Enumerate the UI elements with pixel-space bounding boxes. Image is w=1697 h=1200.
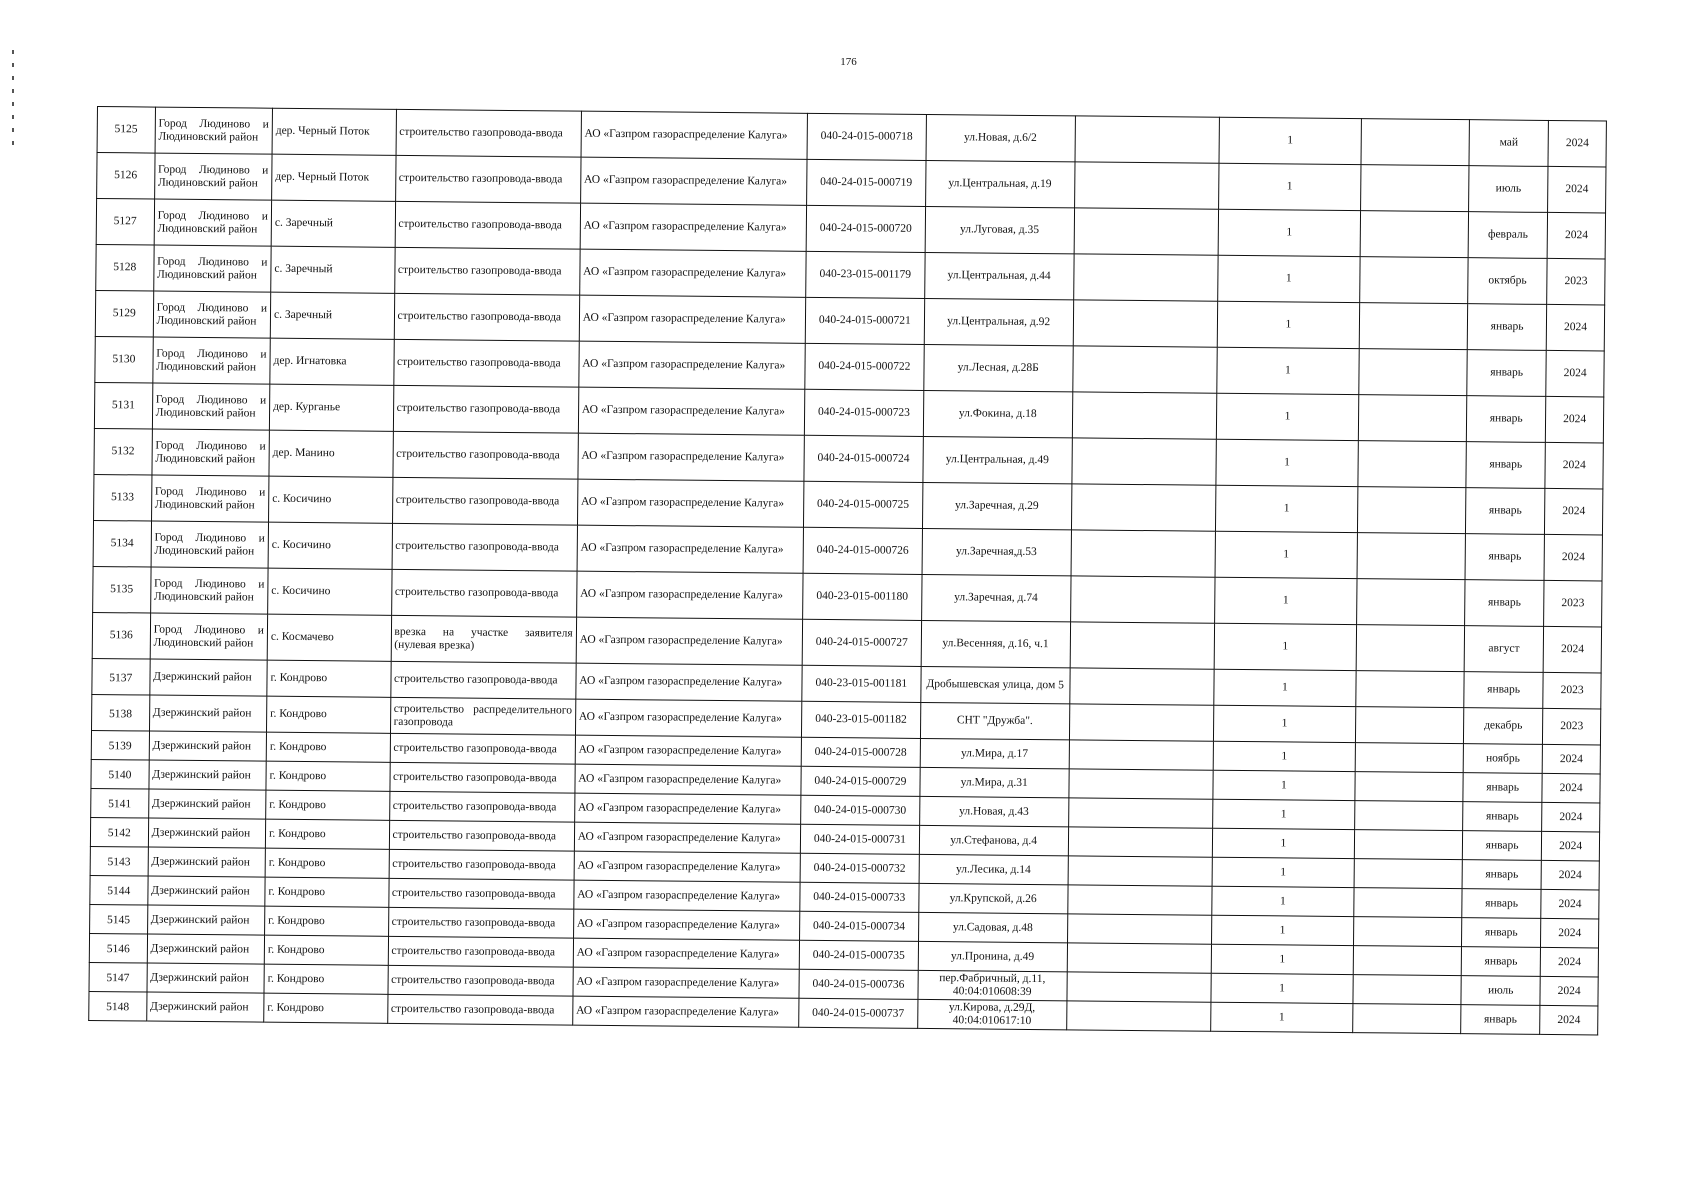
empty-cell [1066, 1001, 1210, 1031]
empty-cell [1360, 257, 1469, 304]
quantity-cell: 1 [1213, 741, 1355, 771]
application-code-cell: 040-24-015-000720 [806, 205, 925, 252]
empty-cell [1071, 530, 1216, 577]
work-type-cell: строительство газопровода-ввода [392, 431, 578, 479]
application-code-cell: 040-24-015-000734 [800, 911, 919, 941]
district-cell: Дзержинский район [146, 992, 264, 1022]
quantity-cell: 1 [1216, 393, 1358, 440]
year-cell: 2024 [1542, 831, 1600, 861]
year-cell: 2023 [1543, 708, 1601, 745]
address-cell: ул.Весенняя, д.16, ч.1 [921, 620, 1071, 667]
month-cell: январь [1463, 773, 1543, 803]
district-cell: Дзержинский район [147, 963, 265, 993]
work-type-cell: строительство газопровода-ввода [389, 849, 575, 880]
address-cell: ул.Центральная, д.44 [924, 252, 1074, 299]
month-cell: май [1469, 120, 1549, 167]
quantity-cell: 1 [1217, 347, 1359, 394]
empty-cell [1357, 533, 1466, 580]
quantity-cell: 1 [1215, 531, 1357, 578]
quantity-cell: 1 [1218, 255, 1360, 302]
empty-cell [1354, 830, 1462, 860]
row-number: 5134 [93, 520, 151, 567]
empty-cell [1357, 487, 1466, 534]
empty-cell [1361, 119, 1470, 166]
organization-cell: АО «Газпром газораспределение Калуга» [579, 341, 806, 389]
month-cell: октябрь [1468, 258, 1548, 305]
quantity-cell: 1 [1213, 770, 1355, 800]
district-cell: Город Людиново и Людиновский район [150, 613, 268, 660]
month-cell: январь [1462, 918, 1542, 948]
row-number: 5147 [89, 962, 147, 992]
row-number: 5137 [92, 658, 150, 695]
year-cell: 2024 [1540, 1005, 1598, 1035]
row-number: 5131 [94, 382, 152, 429]
quantity-cell: 1 [1212, 857, 1354, 887]
address-cell: СНТ "Дружба". [920, 702, 1070, 739]
row-number: 5127 [96, 199, 154, 246]
locality-cell: с. Заречный [271, 246, 395, 293]
quantity-cell: 1 [1212, 886, 1354, 916]
locality-cell: с. Косичино [268, 522, 392, 569]
organization-cell: АО «Газпром газораспределение Калуга» [578, 433, 805, 481]
work-type-cell: строительство газопровода-ввода [391, 569, 577, 617]
work-type-cell: строительство газопровода-ввода [389, 762, 575, 793]
organization-cell: АО «Газпром газораспределение Калуга» [572, 996, 799, 1027]
empty-cell [1355, 772, 1463, 802]
organization-cell: АО «Газпром газораспределение Калуга» [580, 157, 807, 205]
district-cell: Город Людиново и Людиновский район [153, 291, 271, 338]
year-cell: 2024 [1547, 304, 1605, 351]
empty-cell [1355, 743, 1463, 773]
month-cell: январь [1462, 889, 1542, 919]
organization-cell: АО «Газпром газораспределение Калуга» [579, 295, 806, 343]
address-cell: ул.Фокина, д.18 [923, 390, 1073, 437]
row-number: 5136 [92, 612, 150, 659]
locality-cell: г. Кондрово [264, 993, 388, 1023]
address-cell: ул.Центральная, д.19 [925, 160, 1075, 207]
empty-cell [1359, 303, 1468, 350]
month-cell: февраль [1468, 212, 1548, 259]
address-cell: пер.Фабричный, д.11, 40:04:010608:39 [918, 970, 1068, 1000]
year-cell: 2024 [1546, 396, 1604, 443]
month-cell: январь [1464, 672, 1544, 709]
address-cell: ул.Садовая, д.48 [918, 912, 1068, 942]
application-code-cell: 040-24-015-000719 [807, 159, 926, 206]
address-cell: ул.Новая, д.43 [919, 796, 1069, 826]
district-cell: Дзержинский район [148, 789, 266, 819]
month-cell: июль [1469, 166, 1549, 213]
page-number: 176 [840, 56, 857, 68]
address-cell: ул.Заречная, д.74 [921, 574, 1071, 621]
empty-cell [1072, 392, 1217, 439]
empty-cell [1073, 300, 1218, 347]
application-code-cell: 040-24-015-000731 [801, 824, 920, 854]
empty-cell [1355, 707, 1463, 744]
locality-cell: г. Кондрово [266, 761, 390, 791]
row-number: 5142 [90, 817, 148, 847]
organization-cell: АО «Газпром газораспределение Калуга» [581, 111, 808, 159]
work-type-cell: строительство газопровода-ввода [392, 477, 578, 525]
address-cell: ул.Заречная,д.53 [922, 528, 1072, 575]
empty-cell [1068, 885, 1212, 915]
application-code-cell: 040-24-015-000732 [800, 853, 919, 883]
work-type-cell: строительство газопровода-ввода [394, 247, 580, 295]
application-code-cell: 040-23-015-001182 [802, 701, 921, 738]
district-cell: Город Людиново и Людиновский район [152, 383, 270, 430]
district-cell: Город Людиново и Людиновский район [152, 429, 270, 476]
empty-cell [1069, 769, 1213, 799]
quantity-cell: 1 [1213, 705, 1355, 742]
locality-cell: г. Кондрово [267, 660, 391, 697]
district-cell: Город Людиново и Людиновский район [150, 567, 268, 614]
address-cell: ул.Пронина, д.49 [918, 941, 1068, 971]
work-type-cell: строительство газопровода-ввода [387, 994, 573, 1025]
locality-cell: г. Кондрово [266, 732, 390, 762]
row-number: 5140 [91, 759, 149, 789]
locality-cell: г. Кондрово [264, 964, 388, 994]
row-number: 5148 [89, 991, 147, 1021]
application-code-cell: 040-24-015-000724 [804, 435, 923, 482]
quantity-cell: 1 [1211, 1002, 1353, 1032]
work-type-cell: строительство газопровода-ввода [394, 293, 580, 341]
empty-cell [1073, 346, 1218, 393]
empty-cell [1353, 946, 1461, 976]
month-cell: январь [1466, 442, 1546, 489]
month-cell: январь [1461, 1005, 1541, 1035]
address-cell: ул.Центральная, д.49 [922, 436, 1072, 483]
work-type-cell: строительство распределительного газопровода [390, 697, 576, 735]
locality-cell: дер. Курганье [269, 384, 393, 431]
row-number: 5141 [91, 788, 149, 818]
district-cell: Дзержинский район [149, 695, 267, 732]
month-cell: август [1464, 626, 1544, 673]
work-type-cell: строительство газопровода-ввода [387, 965, 573, 996]
year-cell: 2023 [1547, 258, 1605, 305]
district-cell: Дзержинский район [149, 659, 267, 696]
quantity-cell: 1 [1216, 439, 1358, 486]
month-cell: январь [1467, 350, 1547, 397]
work-type-cell: строительство газопровода-ввода [393, 339, 579, 387]
month-cell: январь [1467, 304, 1547, 351]
empty-cell [1069, 704, 1213, 741]
locality-cell: г. Кондрово [266, 696, 390, 733]
empty-cell [1353, 975, 1461, 1005]
row-number: 5143 [90, 846, 148, 876]
address-cell: ул.Центральная, д.92 [924, 298, 1074, 345]
locality-cell: г. Кондрово [265, 906, 389, 936]
work-type-cell: строительство газопровода-ввода [389, 791, 575, 822]
application-code-cell: 040-24-015-000737 [799, 998, 918, 1028]
empty-cell [1357, 579, 1466, 626]
application-code-cell: 040-24-015-000735 [799, 940, 918, 970]
empty-cell [1360, 211, 1469, 258]
quantity-cell: 1 [1217, 301, 1359, 348]
district-cell: Город Людиново и Людиновский район [154, 199, 272, 246]
district-cell: Дзержинский район [148, 847, 266, 877]
row-number: 5132 [94, 428, 152, 475]
locality-cell: с. Заречный [271, 200, 395, 247]
address-cell: ул.Мира, д.31 [919, 767, 1069, 797]
year-cell: 2024 [1540, 976, 1598, 1006]
work-type-cell: врезка на участке заявителя (нулевая врезка) [391, 615, 577, 663]
year-cell: 2024 [1545, 488, 1603, 535]
organization-cell: АО «Газпром газораспределение Калуга» [574, 851, 801, 882]
address-cell: ул.Заречная, д.29 [922, 482, 1072, 529]
empty-cell [1070, 668, 1214, 705]
application-code-cell: 040-24-015-000723 [805, 389, 924, 436]
district-cell: Дзержинский район [147, 876, 265, 906]
year-cell: 2024 [1541, 918, 1599, 948]
year-cell: 2024 [1541, 860, 1599, 890]
empty-cell [1069, 740, 1213, 770]
row-number: 5144 [90, 875, 148, 905]
quantity-cell: 1 [1214, 577, 1356, 624]
district-cell: Город Людиново и Людиновский район [155, 107, 273, 154]
application-code-cell: 040-23-015-001179 [806, 251, 925, 298]
application-code-cell: 040-24-015-000728 [801, 737, 920, 767]
application-code-cell: 040-24-015-000733 [800, 882, 919, 912]
application-code-cell: 040-24-015-000727 [802, 619, 921, 666]
empty-cell [1071, 484, 1216, 531]
year-cell: 2024 [1542, 773, 1600, 803]
work-type-cell: строительство газопровода-ввода [393, 385, 579, 433]
year-cell: 2024 [1548, 120, 1606, 167]
organization-cell: АО «Газпром газораспределение Калуга» [575, 699, 802, 737]
quantity-cell: 1 [1211, 973, 1353, 1003]
district-cell: Дзержинский район [148, 818, 266, 848]
district-cell: Город Людиново и Людиновский район [152, 337, 270, 384]
quantity-cell: 1 [1214, 623, 1356, 670]
quantity-cell: 1 [1211, 915, 1353, 945]
district-cell: Дзержинский район [149, 731, 267, 761]
organization-cell: АО «Газпром газораспределение Калуга» [577, 479, 804, 527]
year-cell: 2024 [1544, 534, 1602, 581]
work-type-cell: строительство газопровода-ввода [388, 907, 574, 938]
address-cell: ул.Крупской, д.26 [918, 883, 1068, 913]
address-cell: ул.Новая, д.6/2 [926, 114, 1076, 161]
district-cell: Город Людиново и Людиновский район [151, 475, 269, 522]
locality-cell: дер. Манино [269, 430, 393, 477]
address-cell: Дробышевская улица, дом 5 [920, 666, 1070, 703]
month-cell: январь [1465, 580, 1545, 627]
year-cell: 2024 [1542, 802, 1600, 832]
organization-cell: АО «Газпром газораспределение Калуга» [573, 967, 800, 998]
organization-cell: АО «Газпром газораспределение Калуга» [576, 571, 803, 619]
empty-cell [1353, 1004, 1461, 1034]
empty-cell [1355, 801, 1463, 831]
work-type-cell: строительство газопровода-ввода [389, 820, 575, 851]
work-type-cell: строительство газопровода-ввода [390, 733, 576, 764]
application-code-cell: 040-24-015-000730 [801, 795, 920, 825]
application-code-cell: 040-24-015-000722 [805, 343, 924, 390]
empty-cell [1072, 438, 1217, 485]
work-type-cell: строительство газопровода-ввода [388, 936, 574, 967]
locality-cell: дер. Черный Поток [272, 108, 396, 155]
row-number: 5139 [91, 730, 149, 760]
quantity-cell: 1 [1218, 209, 1360, 256]
row-number: 5126 [97, 153, 155, 200]
empty-cell [1068, 827, 1212, 857]
empty-cell [1356, 625, 1465, 672]
quantity-cell: 1 [1218, 163, 1360, 210]
application-code-cell: 040-24-015-000726 [803, 527, 922, 574]
month-cell: ноябрь [1463, 744, 1543, 774]
organization-cell: АО «Газпром газораспределение Калуга» [580, 203, 807, 251]
organization-cell: АО «Газпром газораспределение Калуга» [573, 909, 800, 940]
row-number: 5129 [95, 290, 153, 337]
month-cell: январь [1462, 860, 1542, 890]
locality-cell: г. Кондрово [266, 790, 390, 820]
organization-cell: АО «Газпром газораспределение Калуга» [575, 735, 802, 766]
year-cell: 2024 [1545, 442, 1603, 489]
organization-cell: АО «Газпром газораспределение Калуга» [575, 764, 802, 795]
year-cell: 2024 [1540, 947, 1598, 977]
month-cell: январь [1466, 396, 1546, 443]
organization-cell: АО «Газпром газораспределение Калуга» [576, 617, 803, 665]
empty-cell [1073, 254, 1218, 301]
empty-cell [1067, 914, 1211, 944]
row-number: 5133 [94, 474, 152, 521]
organization-cell: АО «Газпром газораспределение Калуга» [579, 249, 806, 297]
organization-cell: АО «Газпром газораспределение Калуга» [577, 525, 804, 573]
locality-cell: дер. Игнатовка [270, 338, 394, 385]
year-cell: 2023 [1543, 672, 1601, 709]
work-type-cell: строительство газопровода-ввода [392, 523, 578, 571]
year-cell: 2024 [1541, 889, 1599, 919]
locality-cell: с. Косичино [268, 568, 392, 615]
organization-cell: АО «Газпром газораспределение Калуга» [574, 880, 801, 911]
district-cell: Дзержинский район [147, 934, 265, 964]
empty-cell [1353, 917, 1461, 947]
organization-cell: АО «Газпром газораспределение Калуга» [578, 387, 805, 435]
address-cell: ул.Мира, д.17 [920, 738, 1070, 768]
month-cell: январь [1461, 947, 1541, 977]
application-code-cell: 040-24-015-000736 [799, 969, 918, 999]
empty-cell [1358, 395, 1467, 442]
organization-cell: АО «Газпром газораспределение Калуга» [576, 663, 803, 701]
locality-cell: г. Кондрово [265, 877, 389, 907]
month-cell: январь [1465, 488, 1545, 535]
month-cell: декабрь [1463, 708, 1543, 745]
row-number: 5135 [93, 566, 151, 613]
year-cell: 2024 [1546, 350, 1604, 397]
month-cell: январь [1463, 802, 1543, 832]
registry-table [88, 106, 1607, 1035]
organization-cell: АО «Газпром газораспределение Калуга» [574, 822, 801, 853]
empty-cell [1074, 208, 1219, 255]
year-cell: 2024 [1547, 212, 1605, 259]
locality-cell: дер. Черный Поток [272, 154, 396, 201]
row-number: 5125 [97, 107, 155, 154]
locality-cell: с. Заречный [270, 292, 394, 339]
month-cell: январь [1465, 534, 1545, 581]
empty-cell [1067, 943, 1211, 973]
quantity-cell: 1 [1215, 485, 1357, 532]
empty-cell [1356, 671, 1464, 708]
row-number: 5138 [92, 694, 150, 731]
locality-cell: г. Кондрово [265, 819, 389, 849]
district-cell: Дзержинский район [149, 760, 267, 790]
empty-cell [1070, 576, 1215, 623]
quantity-cell: 1 [1211, 944, 1353, 974]
empty-cell [1068, 856, 1212, 886]
empty-cell [1074, 162, 1219, 209]
empty-cell [1354, 888, 1462, 918]
application-code-cell: 040-23-015-001181 [802, 665, 921, 702]
application-code-cell: 040-24-015-000725 [804, 481, 923, 528]
year-cell: 2024 [1542, 744, 1600, 774]
address-cell: ул.Лесная, д.28Б [923, 344, 1073, 391]
address-cell: ул.Стефанова, д.4 [919, 825, 1069, 855]
locality-cell: г. Кондрово [264, 935, 388, 965]
district-cell: Город Людиново и Людиновский район [154, 153, 272, 200]
quantity-cell: 1 [1219, 117, 1361, 164]
organization-cell: АО «Газпром газораспределение Калуга» [573, 938, 800, 969]
work-type-cell: строительство газопровода-ввода [396, 109, 582, 157]
work-type-cell: строительство газопровода-ввода [395, 201, 581, 249]
work-type-cell: строительство газопровода-ввода [395, 155, 581, 203]
month-cell: январь [1462, 831, 1542, 861]
empty-cell [1075, 116, 1220, 163]
empty-cell [1358, 441, 1467, 488]
quantity-cell: 1 [1214, 669, 1356, 706]
district-cell: Город Людиново и Людиновский район [153, 245, 271, 292]
row-number: 5130 [95, 336, 153, 383]
locality-cell: г. Кондрово [265, 848, 389, 878]
year-cell: 2024 [1543, 626, 1601, 673]
work-type-cell: строительство газопровода-ввода [388, 878, 574, 909]
application-code-cell: 040-24-015-000721 [805, 297, 924, 344]
quantity-cell: 1 [1212, 828, 1354, 858]
address-cell: ул.Луговая, д.35 [925, 206, 1075, 253]
empty-cell [1359, 349, 1468, 396]
month-cell: июль [1461, 976, 1541, 1006]
address-cell: ул.Кирова, д.29Д, 40:04:010617:10 [917, 999, 1067, 1029]
quantity-cell: 1 [1213, 799, 1355, 829]
application-code-cell: 040-24-015-000729 [801, 766, 920, 796]
locality-cell: с. Косичино [268, 476, 392, 523]
application-code-cell: 040-23-015-001180 [803, 573, 922, 620]
row-number: 5146 [89, 933, 147, 963]
year-cell: 2024 [1548, 166, 1606, 213]
address-cell: ул.Лесика, д.14 [919, 854, 1069, 884]
empty-cell [1068, 798, 1212, 828]
scan-margin-marks [12, 50, 16, 190]
year-cell: 2023 [1544, 580, 1602, 627]
empty-cell [1067, 972, 1211, 1002]
locality-cell: с. Космачево [267, 614, 391, 661]
empty-cell [1070, 622, 1215, 669]
district-cell: Дзержинский район [147, 905, 265, 935]
row-number: 5128 [96, 244, 154, 291]
district-cell: Город Людиново и Людиновский район [151, 521, 269, 568]
empty-cell [1354, 859, 1462, 889]
organization-cell: АО «Газпром газораспределение Калуга» [574, 793, 801, 824]
empty-cell [1361, 165, 1470, 212]
row-number: 5145 [90, 904, 148, 934]
application-code-cell: 040-24-015-000718 [807, 113, 926, 160]
work-type-cell: строительство газопровода-ввода [390, 661, 576, 699]
